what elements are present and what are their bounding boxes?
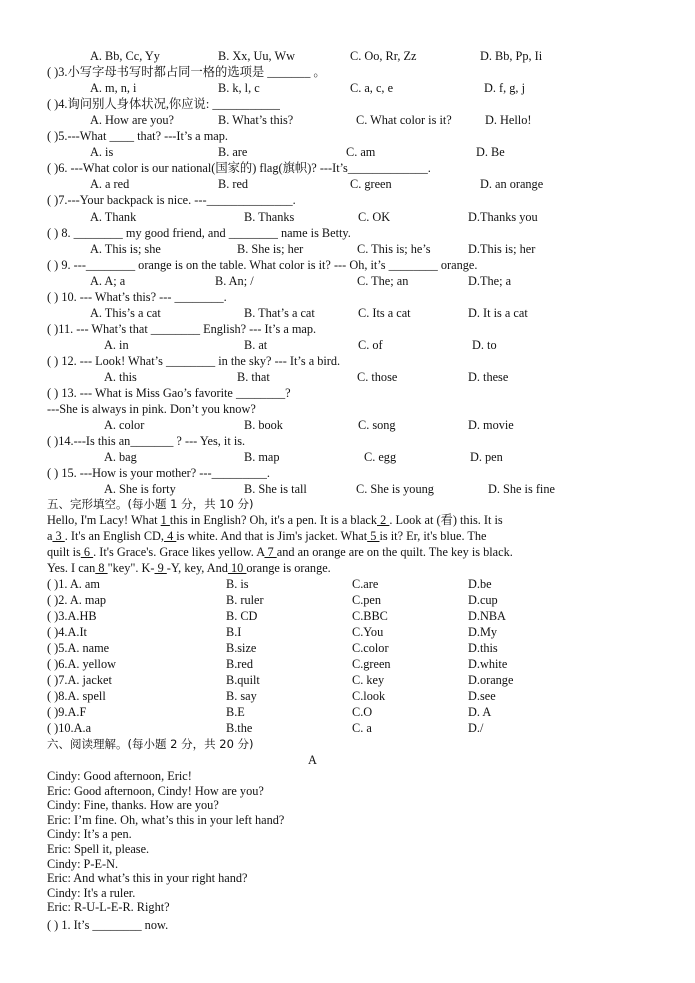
option-c: C. Its a cat [358, 305, 411, 320]
option-c: C. Oo, Rr, Zz [350, 49, 417, 63]
cloze-text: . It's an English CD, [64, 529, 164, 543]
cloze-text: . It's Grace's. Grace likes yellow. A [93, 545, 265, 559]
cloze-item-a: ( )8.A. spell [47, 689, 106, 703]
option-a: A. Thank [90, 209, 137, 224]
cloze-item-b: B.the [226, 721, 253, 735]
question-line: ---She is always in pink. Don’t you know? [47, 402, 256, 417]
option-a: A. This is; she [90, 241, 161, 256]
dialogue-line: Eric: And what’s this in your right hand? [47, 871, 248, 886]
dialogue-line: Eric: R-U-L-E-R. Right? [47, 900, 170, 915]
option-a: A. this [104, 370, 137, 384]
option-a: A. How are you? [90, 113, 175, 128]
option-b: B. red [218, 177, 249, 192]
cloze-text: is it? Er, it's blue. The [379, 529, 487, 543]
option-b: B. at [244, 337, 268, 352]
option-a: A. bag [104, 450, 137, 465]
option-d: D. these [468, 370, 509, 384]
option-d: D. to [472, 337, 497, 352]
dialogue-line: Cindy: It's a ruler. [47, 885, 136, 900]
dialogue-line: Eric: I’m fine. Oh, what’s this in your left hand? [47, 812, 285, 827]
option-c: C. The; an [357, 273, 409, 288]
cloze-item-c: C. key [352, 673, 385, 687]
option-b: B. What’s this? [218, 113, 294, 128]
cloze-passage-line [47, 529, 487, 544]
cloze-item-b: B. is [226, 577, 249, 591]
option-a: A. in [104, 337, 129, 352]
option-a: A. is [90, 145, 114, 160]
option-b: B. She is; her [237, 241, 304, 256]
option-d: D. Be [476, 145, 505, 160]
cloze-item-c: C.look [352, 689, 386, 703]
option-a: A. color [104, 418, 145, 433]
option-d: D. Hello! [485, 113, 532, 128]
option-d: D. She is fine [488, 482, 555, 497]
cloze-item-b: B.red [226, 657, 253, 671]
cloze-item-b: B.E [226, 705, 245, 719]
cloze-item-a: ( )7.A. jacket [47, 673, 112, 687]
cloze-text: Hello, I'm Lacy! What [47, 513, 161, 527]
option-c: C. a, c, e [350, 81, 394, 96]
cloze-text: orange is orange. [246, 561, 331, 575]
dialogue-line: Cindy: Fine, thanks. How are you? [47, 798, 219, 813]
option-c: C. am [346, 145, 376, 160]
option-b: B. map [244, 450, 280, 465]
cloze-text: and an orange are on the quilt. The key is black. [276, 545, 513, 559]
cloze-item-d: D.this [468, 641, 498, 655]
question-line: ( )5.---What ____ that? ---It’s a map. [47, 129, 228, 144]
cloze-item-a: ( )3.A.HB [47, 609, 97, 623]
cloze-item-b: B.I [226, 625, 242, 639]
question-line: ( )6. ---What color is our national(国家的) flag(旗帜)? ---It’s_____________. [47, 161, 431, 176]
cloze-blank: 3 [52, 529, 65, 543]
reading-section-label: A [308, 753, 317, 767]
option-a: A. Bb, Cc, Yy [90, 49, 160, 63]
option-d: D. an orange [480, 177, 544, 192]
option-b: B. book [244, 418, 283, 433]
question-line: ( ) 9. ---________ orange is on the table. What color is it? --- Oh, it’s ________ orange. [47, 257, 478, 272]
option-c: C. song [358, 418, 396, 433]
cloze-item-a: ( )9.A.F [47, 705, 87, 719]
cloze-item-c: C.O [352, 705, 373, 719]
cloze-item-d: D.orange [468, 673, 514, 687]
option-d: D.Thanks you [468, 209, 538, 224]
option-d: D. movie [468, 418, 514, 433]
question-line: ( )14.---Is this an_______ ? --- Yes, it is. [47, 434, 246, 449]
cloze-item-d: D.cup [468, 593, 498, 607]
option-a: A. m, n, i [90, 81, 137, 96]
option-a: A. a red [90, 177, 130, 192]
dialogue-line: Eric: Spell it, please. [47, 842, 150, 856]
cloze-item-d: D./ [468, 721, 484, 735]
cloze-item-a: ( )6.A. yellow [47, 657, 116, 671]
question-line: ( ) 13. --- What is Miss Gao’s favorite ________? [47, 386, 291, 401]
option-d: D. f, g, j [484, 81, 525, 96]
option-b: B. that [237, 370, 270, 384]
cloze-item-a: ( )2. A. map [47, 593, 107, 607]
cloze-item-a: ( )5.A. name [47, 641, 110, 655]
cloze-blank: 6 [80, 545, 94, 559]
option-b: B. are [218, 145, 248, 160]
question-line: ( ) 15. ---How is your mother? ---_________. [47, 466, 271, 481]
cloze-item-a: ( )4.A.It [47, 625, 87, 639]
option-b: B. Thanks [244, 209, 295, 224]
cloze-item-d: D.NBA [468, 609, 506, 623]
question-line: ( )11. --- What’s that ________ English? --- It’s a map. [47, 321, 317, 336]
option-a: A. A; a [90, 273, 126, 288]
option-a: A. This’s a cat [90, 305, 161, 320]
cloze-item-c: C.color [352, 641, 389, 655]
option-d: D. It is a cat [468, 305, 528, 320]
cloze-blank: 4 [164, 529, 177, 543]
cloze-text: quilt is [47, 545, 81, 559]
option-b: B. She is tall [244, 482, 307, 497]
cloze-item-d: D.My [468, 625, 498, 639]
option-c: C. OK [358, 209, 391, 224]
dialogue-line: Cindy: It’s a pen. [47, 827, 132, 842]
reading-question: ( ) 1. It’s ________ now. [47, 918, 169, 932]
question-line: ( ) 12. --- Look! What’s ________ in the sky? --- It’s a bird. [47, 353, 341, 368]
option-b: B. k, l, c [218, 81, 260, 96]
dialogue-line: Cindy: P-E-N. [47, 856, 119, 871]
section-heading-cloze: 五、完形填空。(每小题 1 分，共 10 分) [47, 497, 254, 511]
cloze-item-c: C.BBC [352, 609, 388, 623]
section-heading-reading: 六、阅读理解。(每小题 2 分，共 20 分) [47, 737, 254, 751]
cloze-text: this in English? Oh, it's a pen. It is a black [169, 513, 378, 527]
option-d: D.This is; her [468, 241, 536, 256]
cloze-blank: 10 [227, 561, 247, 575]
question-line: ( )7.---Your backpack is nice. ---______________. [47, 193, 296, 208]
cloze-item-a: ( )10.A.a [47, 721, 92, 735]
cloze-text: "key". K- [107, 561, 155, 575]
cloze-item-c: C.pen [352, 593, 382, 607]
question-line: ( )3.小写字母书写时都占同一格的选项是 _______ 。 [47, 65, 326, 80]
cloze-blank: 8 [95, 561, 108, 575]
cloze-passage-line [47, 545, 513, 560]
cloze-item-d: D.see [468, 689, 496, 703]
cloze-blank: 5 [367, 529, 380, 543]
cloze-blank: 2 [377, 513, 390, 527]
cloze-item-d: D.be [468, 577, 492, 591]
option-c: C. egg [364, 450, 397, 465]
question-line: ( )4.询问别人身体状况,你应说: ___________ [47, 97, 280, 112]
cloze-item-a: ( )1. A. am [47, 577, 100, 591]
cloze-item-d: D.white [468, 657, 508, 671]
cloze-passage-line [47, 561, 331, 576]
cloze-item-b: B.size [226, 641, 257, 655]
cloze-item-b: B.quilt [226, 673, 260, 687]
option-c: C. What color is it? [356, 113, 452, 128]
option-d: D. pen [470, 450, 503, 465]
cloze-blank: 9 [154, 561, 167, 575]
option-d: D.The; a [468, 273, 512, 288]
cloze-item-c: C.are [352, 577, 379, 591]
dialogue-line: Cindy: Good afternoon, Eric! [47, 769, 192, 783]
cloze-text: . Look at (看) this. It is [389, 513, 503, 527]
cloze-text: is white. And that is Jim's jacket. What [176, 529, 368, 543]
cloze-item-c: C.You [352, 625, 384, 639]
question-line: ( ) 10. --- What’s this? --- ________. [47, 289, 227, 304]
option-c: C. of [358, 337, 383, 352]
option-d: D. Bb, Pp, Ii [480, 49, 543, 63]
option-b: B. An; / [215, 273, 254, 288]
cloze-text: a [47, 529, 53, 543]
cloze-item-b: B. ruler [226, 593, 264, 607]
option-a: A. She is forty [104, 482, 176, 497]
cloze-text: Yes. I can [47, 561, 96, 575]
cloze-blank: 7 [264, 545, 277, 559]
cloze-item-b: B. CD [226, 609, 258, 623]
option-b: B. That’s a cat [244, 305, 315, 320]
cloze-text: -Y, key, And [166, 561, 228, 575]
cloze-item-b: B. say [226, 689, 257, 703]
cloze-item-c: C. a [352, 721, 372, 735]
option-b: B. Xx, Uu, Ww [218, 49, 295, 63]
cloze-passage-line [47, 513, 503, 528]
cloze-item-d: D. A [468, 705, 492, 719]
option-c: C. This is; he’s [357, 241, 431, 256]
option-c: C. She is young [356, 482, 434, 497]
cloze-blank: 1 [160, 513, 170, 527]
option-c: C. those [357, 370, 398, 384]
cloze-item-c: C.green [352, 657, 391, 671]
dialogue-line: Eric: Good afternoon, Cindy! How are you? [47, 783, 264, 798]
option-c: C. green [350, 177, 392, 192]
question-line: ( ) 8. ________ my good friend, and ________ name is Betty. [47, 225, 351, 240]
